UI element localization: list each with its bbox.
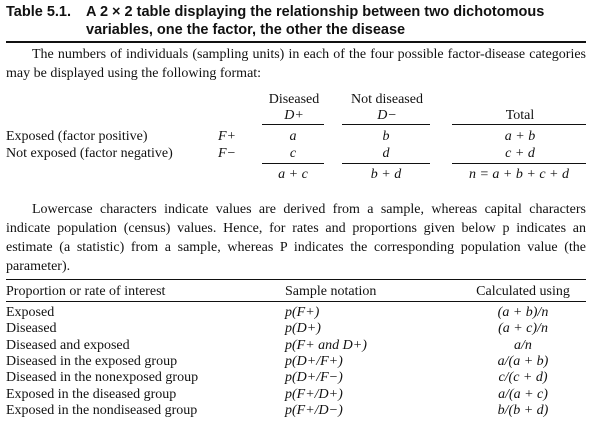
cell-col1-total: a + c xyxy=(278,167,308,182)
row-symbol-exposed: F+ xyxy=(218,129,236,144)
rate-notation: p(F+/D−) xyxy=(285,402,343,418)
rate-calc: a/(a + c) xyxy=(498,386,548,402)
rates-header-notation: Sample notation xyxy=(285,284,377,299)
rate-name: Diseased in the nonexposed group xyxy=(6,370,199,386)
intro-paragraph: The numbers of individuals (sampling units) in each of the four possible factor-disease categories may be displayed using the following format: xyxy=(6,47,586,81)
header-rule-3 xyxy=(452,124,586,125)
cell-total-not-exposed: c + d xyxy=(505,146,535,161)
cell-total-exposed: a + b xyxy=(504,129,536,144)
rate-name: Diseased and exposed xyxy=(6,337,130,353)
rate-calc: (a + b)/n xyxy=(497,305,549,320)
header-diseased: Diseased xyxy=(268,92,320,107)
rate-name: Diseased xyxy=(6,321,57,337)
cell-b: b xyxy=(382,129,390,144)
cell-col2-total: b + d xyxy=(370,167,402,182)
rate-notation: p(D+/F−) xyxy=(285,370,343,386)
rate-name: Exposed in the nondiseased group xyxy=(6,402,198,418)
rate-notation: p(F+/D+) xyxy=(285,386,343,402)
row-symbol-not-exposed: F− xyxy=(218,146,236,161)
header-rule-1 xyxy=(262,124,324,125)
rate-notation: p(F+ and D+) xyxy=(285,337,367,353)
cell-d: d xyxy=(382,146,390,161)
rate-calc: (a + c)/n xyxy=(498,321,548,337)
rate-name: Diseased in the exposed group xyxy=(6,353,178,369)
table-caption-label: Table 5.1. xyxy=(6,4,72,20)
cell-c: c xyxy=(289,146,297,161)
rate-name: Exposed xyxy=(6,305,55,320)
row-label-not-exposed: Not exposed (factor negative) xyxy=(6,146,173,161)
rates-header-proportion: Proportion or rate of interest xyxy=(6,284,166,299)
rates-header-calculated: Calculated using xyxy=(476,284,570,299)
rate-calc: c/(c + d) xyxy=(498,370,548,386)
header-diseased-symbol: D+ xyxy=(284,108,304,123)
rate-notation: p(D+) xyxy=(285,321,321,337)
totals-rule-1 xyxy=(262,163,324,164)
cell-grand-total: n = a + b + c + d xyxy=(468,167,569,182)
rate-calc: a/n xyxy=(514,337,532,353)
header-not-diseased: Not diseased xyxy=(351,92,423,107)
caption-rule xyxy=(6,41,586,43)
header-rule-2 xyxy=(342,124,430,125)
rate-notation: p(F+) xyxy=(285,305,320,320)
explain-paragraph: Lowercase characters indicate values are derived from a sample, whereas capital characters indicate population (census) values. Hence, for rates and proportions given below p indicates an estimate (a statistic) from a sample, whereas P indicates the corresponding population value (the parameter). xyxy=(6,202,586,274)
cell-a: a xyxy=(289,129,297,144)
totals-rule-3 xyxy=(452,163,586,164)
rate-calc: b/(b + d) xyxy=(497,402,549,418)
row-label-exposed: Exposed (factor positive) xyxy=(6,129,148,144)
rate-calc: a/(a + b) xyxy=(497,353,549,369)
table-caption-line2: variables, one the factor, the other the disease xyxy=(86,22,406,38)
rates-top-rule xyxy=(6,279,586,280)
rates-header-rule xyxy=(6,301,586,302)
header-not-diseased-symbol: D− xyxy=(377,108,397,123)
rate-notation: p(D+/F+) xyxy=(285,353,343,369)
header-total: Total xyxy=(505,108,535,123)
totals-rule-2 xyxy=(342,163,430,164)
table-caption-line1: A 2 × 2 table displaying the relationship between two dichotomous xyxy=(86,4,545,20)
rate-name: Exposed in the diseased group xyxy=(6,386,177,402)
